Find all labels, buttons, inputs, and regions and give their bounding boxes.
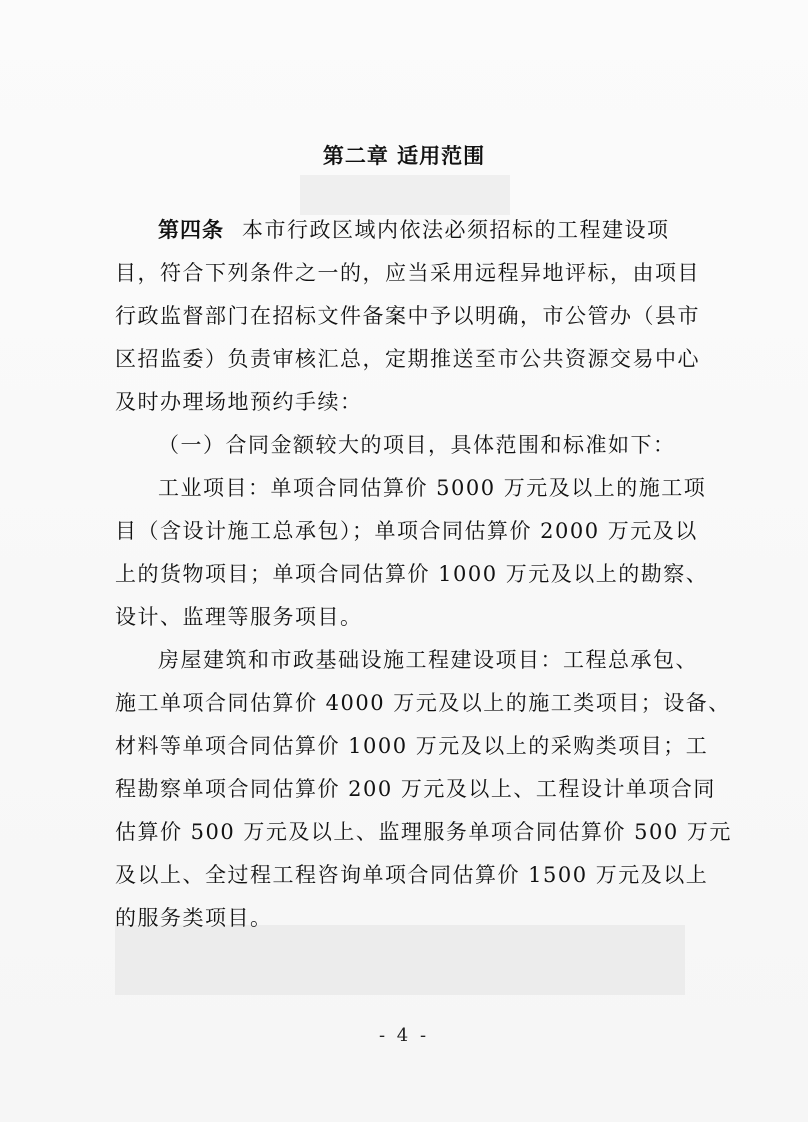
paragraph-line xyxy=(158,218,695,242)
paragraph-line: 区招监委）负责审核汇总，定期推送至市公共资源交易中心 xyxy=(115,347,700,371)
paragraph-line: 程勘察单项合同估算价 200 万元及以上、工程设计单项合同 xyxy=(115,777,716,801)
article-heading: 第四条 xyxy=(158,218,224,242)
paragraph-line: 的服务类项目。 xyxy=(115,906,273,930)
bleed-through-mark xyxy=(115,925,685,995)
bleed-through-mark xyxy=(300,175,510,215)
page-number: - 4 - xyxy=(378,1025,430,1046)
paragraph-line: 估算价 500 万元及以上、监理服务单项合同估算价 500 万元 xyxy=(115,820,732,844)
paragraph-line: 目，符合下列条件之一的，应当采用远程异地评标，由项目 xyxy=(115,261,700,285)
paragraph-line: （一）合同金额较大的项目，具体范围和标准如下： xyxy=(158,433,676,457)
paragraph-line: 及以上、全过程工程咨询单项合同估算价 1500 万元及以上 xyxy=(115,863,709,887)
paragraph-line: 材料等单项合同估算价 1000 万元及以上的采购类项目；工 xyxy=(115,734,709,758)
paragraph-line: 工业项目：单项合同估算价 5000 万元及以上的施工项 xyxy=(158,476,707,500)
paragraph-line: 及时办理场地预约手续： xyxy=(115,390,363,414)
paragraph-line: 上的货物项目；单项合同估算价 1000 万元及以上的勘察、 xyxy=(115,562,709,586)
paragraph-line: 施工单项合同估算价 4000 万元及以上的施工类项目；设备、 xyxy=(115,691,731,715)
paragraph-line: 房屋建筑和市政基础设施工程建设项目：工程总承包、 xyxy=(158,648,698,672)
paragraph-line: 设计、监理等服务项目。 xyxy=(115,605,363,629)
paragraph-line: 目（含设计施工总承包）；单项合同估算价 2000 万元及以 xyxy=(115,519,698,543)
line-text: 本市行政区域内依法必须招标的工程建设项 xyxy=(242,218,670,242)
paragraph-line: 行政监督部门在招标文件备案中予以明确，市公管办（县市 xyxy=(115,304,700,328)
chapter-title: 第二章 适用范围 xyxy=(322,144,486,168)
